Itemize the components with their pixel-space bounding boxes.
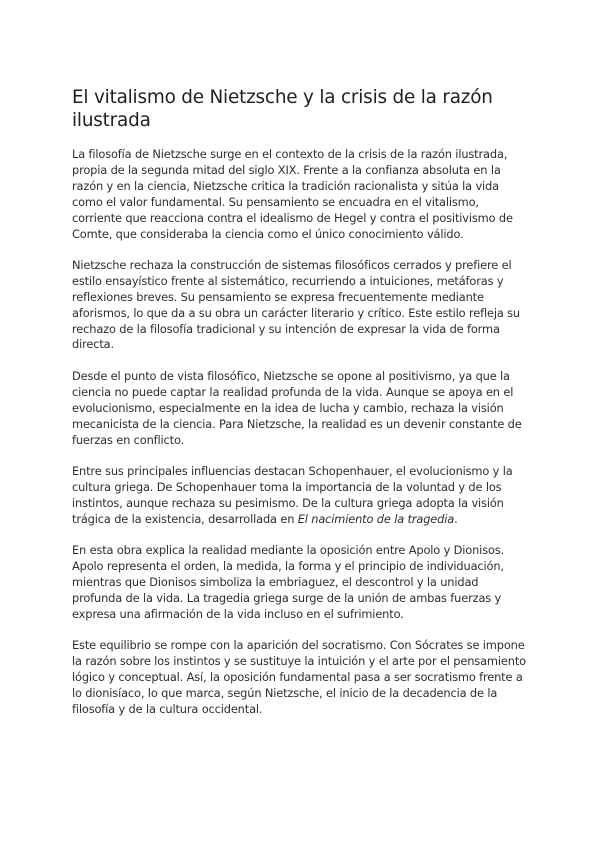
influences-end: . [454,511,458,526]
paragraph-context: La filosofía de Nietzsche surge en el contexto de la crisis de la razón ilustrada, propia de la segunda mitad del siglo XIX. Frente a la confianza absoluta en la razón y en la ciencia, Nietzsche critica la tradición racionalista y sitúa la vida como el valor fundamental. Su pensamiento se encuadra en el vitalismo, corriente que reacciona contra el idealismo de Hegel y contra el positivismo de Comte, que consideraba la ciencia como el único conocimiento válido. [72,147,513,241]
document-page [72,86,528,733]
paragraph-positivism: Desde el punto de vista filosófico, Nietzsche se opone al positivismo, ya que la ciencia no puede captar la realidad profunda de la vida. Aunque se apoya en el evolucionismo, especialmente en la idea de lucha y cambio, rechaza la visión mecanicista de la ciencia. Para Nietzsche, la realidad es un devenir constante de fuerzas en conflicto. [72,368,522,447]
book-title: El nacimiento de la tragedia [297,511,455,526]
document-title: El vitalismo de Nietzsche y la crisis de la razón ilustrada [72,87,493,131]
paragraph-socratismo: Este equilibrio se rompe con la aparición del socratismo. Con Sócrates se impone la razón sobre los instintos y se sustituye la intuición y el arte por el pensamiento lógico y conceptual. Así, la oposición fundamental pasa a ser socratismo frente a lo dionisíaco, lo que marca, según Nietzsche, el inicio de la decadencia de la filosofía y de la cultura occidental. [72,638,526,716]
influences-text: Entre sus principales influencias destacan Schopenhauer, el evolucionismo y la cultura griega. De Schopenhauer toma la importancia de la voluntad y de los instintos, aunque rechaza su pesimismo. De la cultura griega adopta la visión trágica de la existencia, desarrollada en [72,463,513,526]
paragraph-influences [72,464,528,528]
paragraph-apolo-dionisos: En esta obra explica la realidad mediante la oposición entre Apolo y Dionisos. Apolo representa el orden, la medida, la forma y el principio de individuación, mientras que Dionisos simboliza la embriaguez, el descontrol y la unidad profunda de la vida. La tragedia griega surge de la unión de ambas fuerzas y expresa una afirmación de la vida incluso en el sufrimiento. [72,543,505,621]
paragraph-style: Nietzsche rechaza la construcción de sistemas filosóficos cerrados y prefiere el estilo ensayístico frente al sistemático, recurriendo a intuiciones, metáforas y reflexiones breves. Su pensamiento se expresa frecuentemente mediante aforismos, lo que da a su obra un carácter literario y crítico. Este estilo refleja su rechazo de la filosofía tradicional y su intención de expresar la vida de forma directa. [72,257,520,352]
